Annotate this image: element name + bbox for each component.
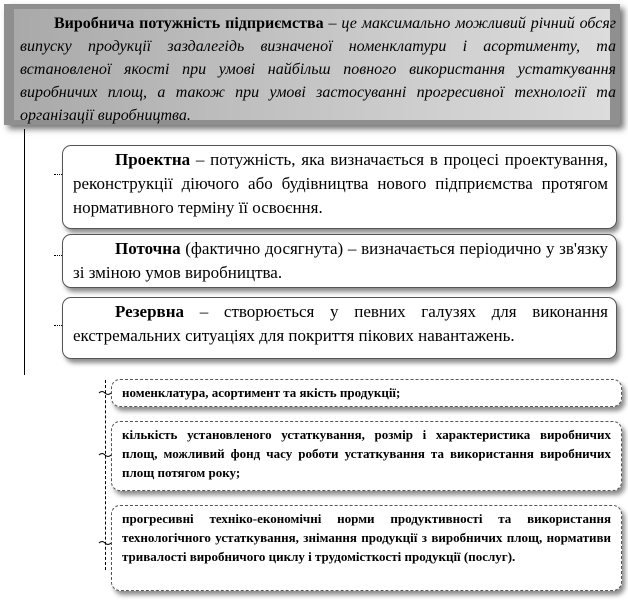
capacity-type-reserve: [62, 297, 617, 359]
capacity-factor-text: номенклатура, асортимент та якість продукції;: [122, 385, 401, 400]
definition-banner: [4, 4, 620, 125]
definition-term: Виробнича потужність підприємства: [54, 15, 324, 32]
capacity-factor-text: кількість установленого устаткування, розмір і характеристика виробничих площ, можливий фонд часу роботи устаткування та використання виробничих площ потягом року;: [122, 427, 611, 480]
connector-type-2: [54, 255, 62, 256]
connector-type-1: [54, 174, 62, 175]
connector-factor-1: [98, 389, 112, 397]
capacity-type-text: – потужність, яка визначається в процесі проектування, реконструкції діючого або будівництва нового підприємства протягом нормативного терміну її освоєння.: [73, 150, 608, 217]
definition-body: – це максимально можливий річний обсяг випуску продукції заздалегідь визначеної номенклатури і асортименту, та встановленої якості при умові найбільш повного використання устаткування виробничих площ, а також при умові застосуванні прогресивної технології та організації виробництва.: [20, 15, 616, 124]
connector-type-3: [54, 325, 62, 326]
capacity-type-design: [62, 145, 617, 229]
capacity-type-term: Резервна: [115, 302, 185, 321]
connector-factor-3: [98, 539, 112, 547]
capacity-factor-norms: [111, 505, 622, 591]
capacity-factor-assortment: [111, 379, 622, 407]
capacity-type-term: Поточна: [115, 239, 181, 258]
capacity-type-text: (фактично досягнута) – визначається періодично у зв'язку зі зміною умов виробництва.: [73, 239, 608, 282]
capacity-type-text: – створюється у певних галузях для виконання екстремальних ситуаціях для покриття пікових навантажень.: [73, 302, 608, 345]
connector-factor-2: [98, 451, 112, 459]
connector-line-types: [24, 129, 25, 375]
capacity-factor-equipment: [111, 421, 622, 491]
definition-text: [20, 12, 616, 127]
capacity-type-term: Проектна: [115, 150, 191, 169]
capacity-factor-text: прогресивні техніко-економічні норми продуктивності та використання технологічного устаткування, знімання продукції з виробничих площ, нормативи тривалості виробничого циклу і трудомісткості продукції (послуг).: [122, 511, 611, 564]
capacity-type-current: [62, 234, 617, 288]
